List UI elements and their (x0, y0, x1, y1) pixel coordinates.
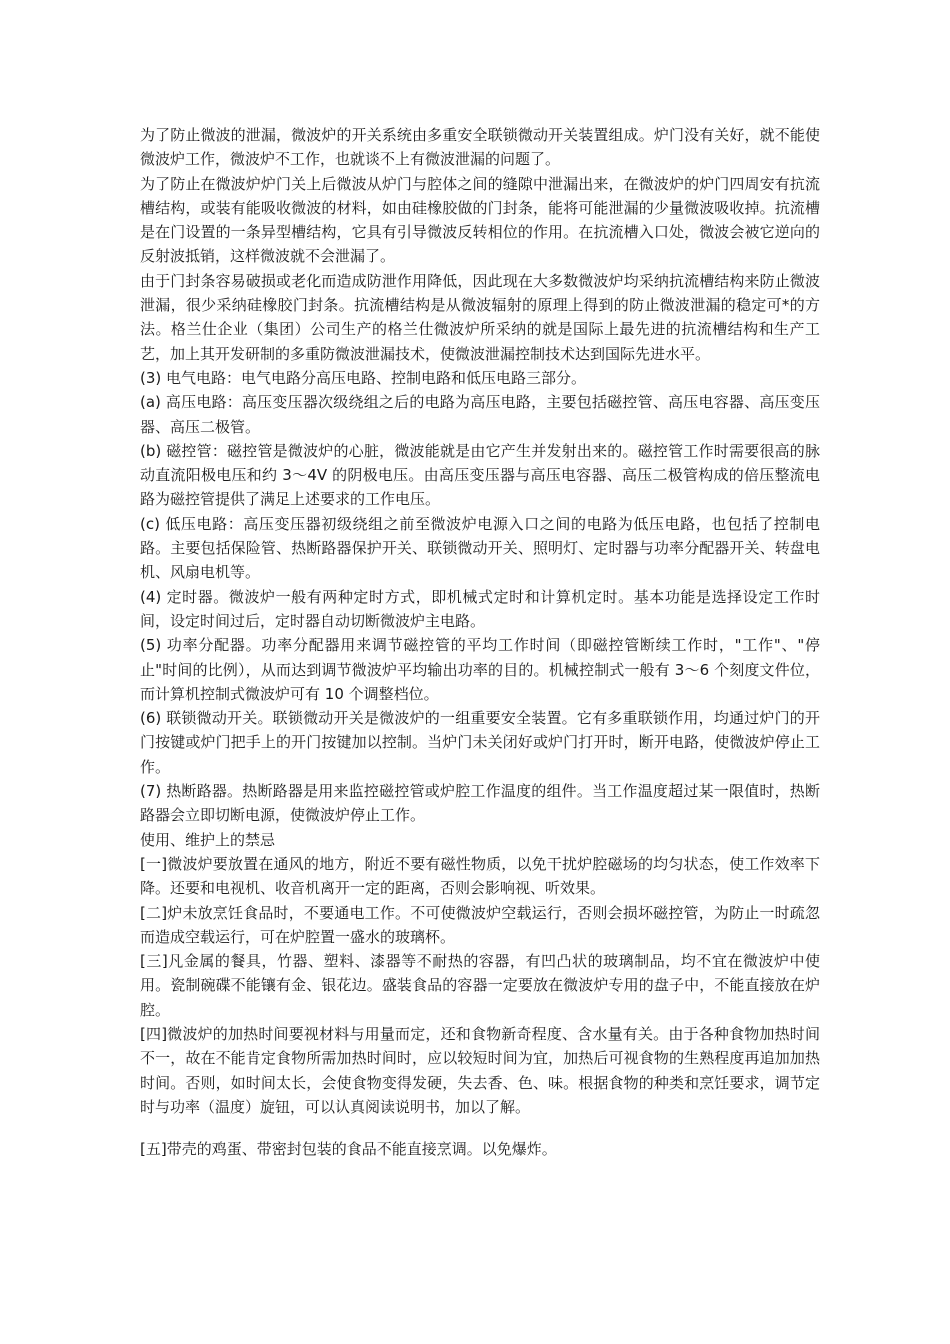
paragraph-power-distributor: (5) 功率分配器。功率分配器用来调节磁控管的平均工作时间（即磁控管断续工作时，"工作"、"停止"时间的比例），从而达到调节微波炉平均输出功率的目的。机械控制式一般有 3～6 个刻度文件位，而计算机控制式微波炉可有 10 个调整档位。 (140, 636, 820, 703)
paragraph-taboo-2: [二]炉未放烹饪食品时，不要通电工作。不可使微波炉空载运行，否则会损坏磁控管，为防止一时疏忽而造成空载运行，可在炉腔置一盛水的玻璃杯。 (140, 903, 820, 946)
paragraph-timer: (4) 定时器。微波炉一般有两种定时方式，即机械式定时和计算机定时。基本功能是选择设定工作时间，设定时间过后，定时器自动切断微波炉主电路。 (140, 587, 820, 630)
paragraph-taboo-5: [五]带壳的鸡蛋、带密封包装的食品不能直接烹调。以免爆炸。 (140, 1140, 557, 1159)
document-body (140, 123, 820, 1161)
paragraph-taboo-1: [一]微波炉要放置在通风的地方，附近不要有磁性物质，以免干扰炉腔磁场的均匀状态，使工作效率下降。还要和电视机、收音机离开一定的距离，否则会影响视、听效果。 (140, 854, 820, 898)
paragraph-door-seal: 由于门封条容易破损或老化而造成防泄作用降低，因此现在大多数微波炉均采纳抗流槽结构来防止微波泄漏，很少采纳硅橡胶门封条。抗流槽结构是从微波辐射的原理上得到的防止微波泄漏的稳定可*的方法。格兰仕企业（集团）公司生产的格兰仕微波炉所采纳的就是国际上最先进的抗流槽结构和生产工艺，加上其开发研制的多重防微波泄漏技术，使微波泄漏控制技术达到国际先进水平。 (140, 271, 820, 363)
paragraph-low-voltage-circuit: (c) 低压电路：高压变压器初级绕组之前至微波炉电源入口之间的电路为低压电路，也包括了控制电路。主要包括保险管、热断路器保护开关、联锁微动开关、照明灯、定时器与功率分配器开关、转盘电机、风扇电机等。 (140, 514, 820, 582)
paragraph-choke-groove: 为了防止在微波炉炉门关上后微波从炉门与腔体之间的缝隙中泄漏出来，在微波炉的炉门四周安有抗流槽结构，或装有能吸收微波的材料，如由硅橡胶做的门封条，能将可能泄漏的少量微波吸收掉。抗流槽是在门设置的一条异型槽结构，它具有引导微波反转相位的作用。在抗流槽入口处，微波会被它逆向的反射波抵销，这样微波就不会泄漏了。 (140, 174, 820, 266)
paragraph-electrical-circuit: (3) 电气电路：电气电路分高压电路、控制电路和低压电路三部分。 (140, 368, 587, 387)
section-heading-usage-taboos: 使用、维护上的禁忌 (140, 830, 276, 849)
paragraph-door-safety-switches: 为了防止微波的泄漏，微波炉的开关系统由多重安全联锁微动开关装置组成。炉门没有关好，就不能使微波炉工作，微波炉不工作，也就谈不上有微波泄漏的问题了。 (140, 126, 820, 169)
paragraph-thermal-breaker: (7) 热断路器。热断路器是用来监控磁控管或炉腔工作温度的组件。当工作温度超过某一限值时，热断路器会立即切断电源，使微波炉停止工作。 (140, 782, 820, 825)
paragraph-taboo-4: [四]微波炉的加热时间要视材料与用量而定，还和食物新奇程度、含水量有关。由于各种食物加热时间不一，故在不能肯定食物所需加热时间时，应以较短时间为宜，加热后可视食物的生熟程度再追加加热时间。否则，如时间太长，会使食物变得发硬，失去香、色、味。根据食物的种类和烹饪要求，调节定时与功率（温度）旋钮，可以认真阅读说明书，加以了解。 (140, 1024, 820, 1116)
paragraph-taboo-3: [三]凡金属的餐具，竹器、塑料、漆器等不耐热的容器，有凹凸状的玻璃制品，均不宜在微波炉中使用。瓷制碗碟不能镶有金、银花边。盛装食品的容器一定要放在微波炉专用的盘子中，不能直接放在炉腔。 (140, 952, 820, 1019)
paragraph-interlock-switch: (6) 联锁微动开关。联锁微动开关是微波炉的一组重要安全装置。它有多重联锁作用，均通过炉门的开门按键或炉门把手上的开门按键加以控制。当炉门未关闭好或炉门打开时，断开电路，使微波炉停止工作。 (140, 709, 820, 776)
paragraph-magnetron: (b) 磁控管：磁控管是微波炉的心脏，微波能就是由它产生并发射出来的。磁控管工作时需要很高的脉动直流阳极电压和约 3～4V 的阴极电压。由高压变压器与高压电容器、高压二极管构成的倍压整流电路为磁控管提供了满足上述要求的工作电压。 (140, 441, 820, 509)
paragraph-high-voltage-circuit: (a) 高压电路：高压变压器次级绕组之后的电路为高压电路，主要包括磁控管、高压电容器、高压变压器、高压二极管。 (140, 393, 820, 436)
